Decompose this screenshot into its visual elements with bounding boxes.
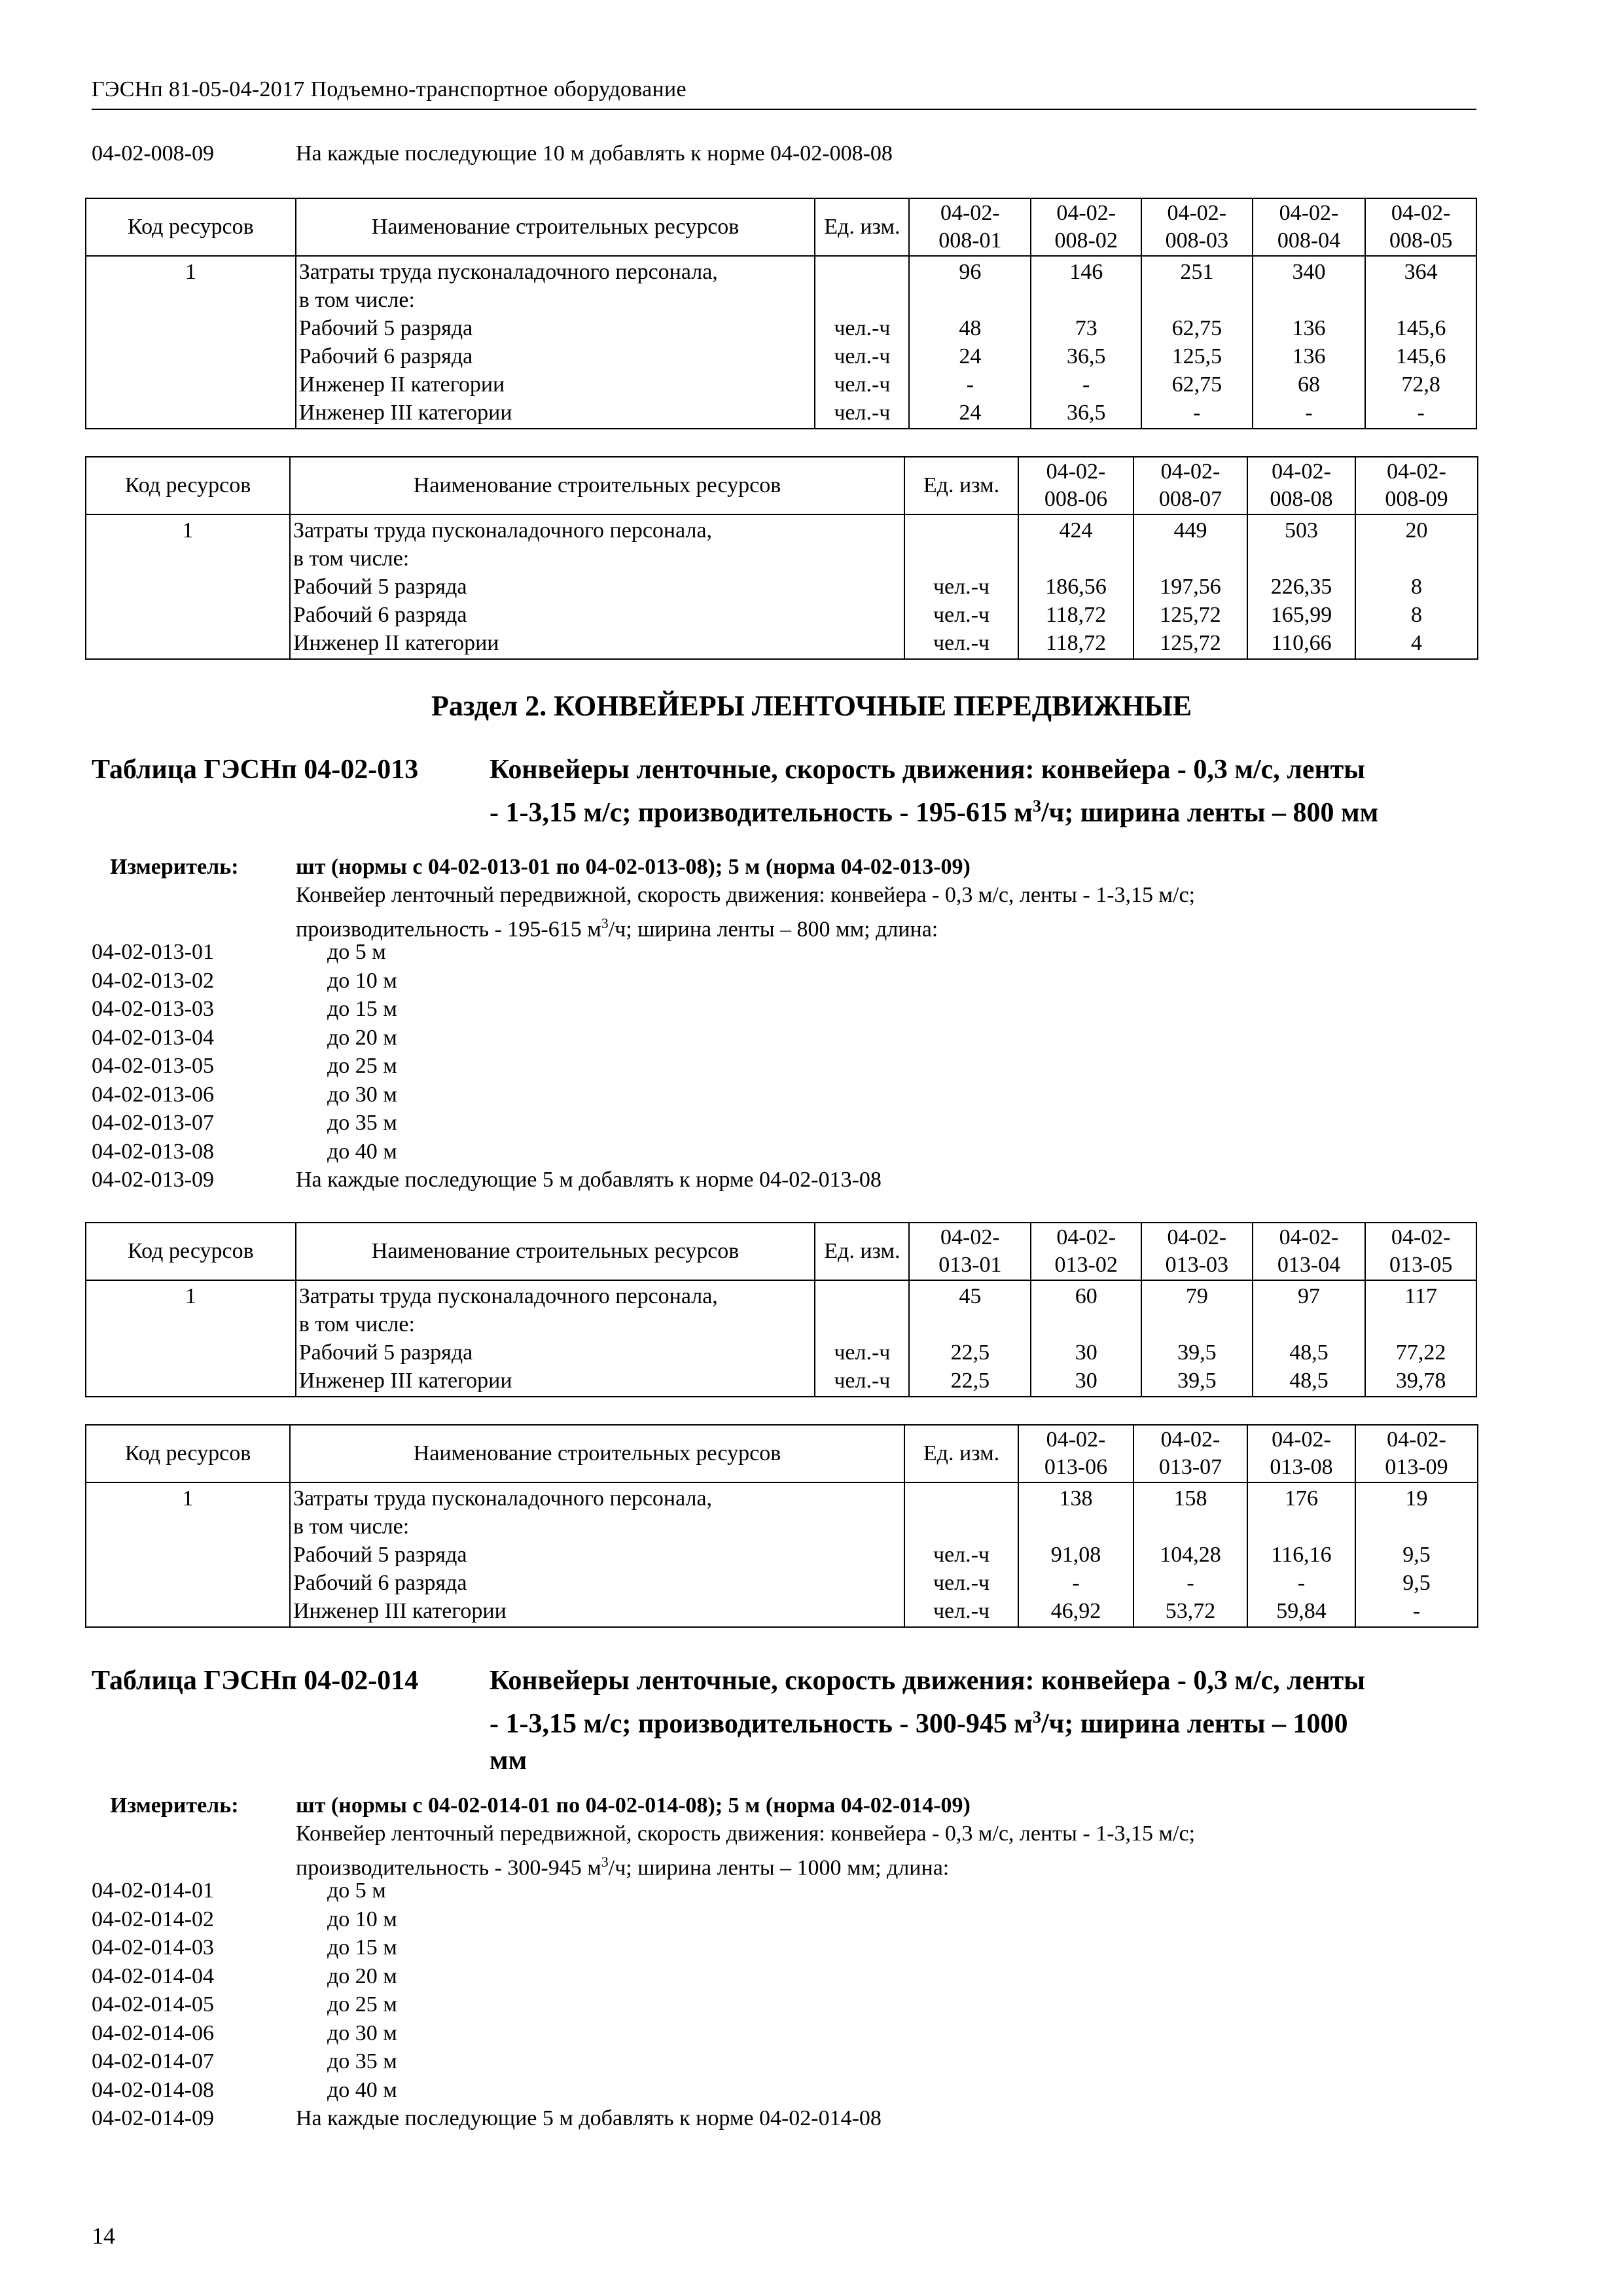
measure-label: Измеритель: [110,855,239,879]
resource-units: чел.-ч чел.-ч чел.-ч чел.-ч [815,256,909,429]
col-header-norm: 04-02- 013-09 [1355,1425,1478,1482]
col-header-unit: Ед. изм. [815,1223,909,1280]
page-number: 14 [92,2223,115,2249]
resource-names: Затраты труда пусконаладочного персонала, в том числе: Рабочий 5 разряда Инженер III категории [296,1280,815,1397]
resource-names: Затраты труда пусконаладочного персонала, в том числе: Рабочий 5 разряда Рабочий 6 разряда Инженер III категории [290,1482,904,1627]
col-header-norm: 04-02- 008-03 [1141,198,1253,256]
measure-value: шт (нормы с 04-02-013-01 по 04-02-013-08); 5 м (норма 04-02-013-09) [296,855,971,879]
resource-code: 1 [86,1280,296,1397]
norm-description: Конвейер ленточный передвижной, скорость движения: конвейера - 0,3 м/с, ленты - 1-3,15 м/с; [296,883,1196,907]
col-header-code: Код ресурсов [86,457,290,514]
resource-units: чел.-ч чел.-ч чел.-ч [904,1482,1018,1627]
norm-values: 424 186,56 118,72 118,72 [1018,514,1133,659]
col-header-unit: Ед. изм. [904,457,1018,514]
resource-code: 1 [86,514,290,659]
col-header-norm: 04-02- 013-02 [1031,1223,1141,1280]
norm-values: 364 145,6 145,6 72,8 - [1365,256,1476,429]
norm-code-list: 04-02-014-01 04-02-014-02 04-02-014-03 04-02-014-04 04-02-014-05 04-02-014-06 04-02-014-07 04-02-014-08 04-02-014-09 [92,1878,214,2130]
intro-text: На каждые последующие 10 м добавлять к норме 04-02-008-08 [296,141,893,166]
norm-description: производительность - 195-615 $м^3/ч$; ширина ленты – 800 мм; длина: [296,915,938,942]
norm-values: 97 48,5 48,5 [1253,1280,1366,1397]
col-header-norm: 04-02- 013-08 [1247,1425,1355,1482]
norm-code-list: 04-02-013-01 04-02-013-02 04-02-013-03 04-02-013-04 04-02-013-05 04-02-013-06 04-02-013-07 04-02-013-08 04-02-013-09 [92,940,214,1192]
resource-table-013-01-05 [85,1222,1477,1397]
norm-addition-text: На каждые последующие 5 м добавлять к норме 04-02-013-08 [296,1168,882,1192]
col-header-norm: 04-02- 013-01 [909,1223,1031,1280]
col-header-norm: 04-02- 008-04 [1253,198,1366,256]
header-rule [92,109,1476,110]
col-header-norm: 04-02- 013-05 [1365,1223,1476,1280]
section-title: Раздел 2. КОНВЕЙЕРЫ ЛЕНТОЧНЫЕ ПЕРЕДВИЖНЫЕ [431,690,1192,722]
col-header-code: Код ресурсов [86,1425,290,1482]
col-header-name: Наименование строительных ресурсов [290,457,904,514]
norm-values: 503 226,35 165,99 110,66 [1247,514,1355,659]
norm-addition-text: На каждые последующие 5 м добавлять к норме 04-02-014-08 [296,2106,882,2130]
col-header-norm: 04-02- 008-06 [1018,457,1133,514]
resource-table-013-06-09 [85,1424,1478,1628]
resource-names: Затраты труда пусконаладочного персонала, в том числе: Рабочий 5 разряда Рабочий 6 разряда Инженер II категории Инженер III категории [296,256,815,429]
norm-values: 158 104,28 - 53,72 [1133,1482,1247,1627]
measure-label: Измеритель: [110,1793,239,1818]
norm-values: 340 136 136 68 - [1253,256,1366,429]
norm-values: 20 8 8 4 [1355,514,1478,659]
norm-description: Конвейер ленточный передвижной, скорость движения: конвейера - 0,3 м/с, ленты - 1-3,15 м/с; [296,1821,1196,1846]
norm-values: 146 73 36,5 - 36,5 [1031,256,1141,429]
norm-values: 45 22,5 22,5 [909,1280,1031,1397]
resource-units: чел.-ч чел.-ч [815,1280,909,1397]
col-header-unit: Ед. изм. [904,1425,1018,1482]
norm-length-list: до 5 м до 10 м до 15 м до 20 м до 25 м до 30 м до 35 м до 40 м [327,940,397,1164]
resource-table-008-01-05 [85,198,1477,429]
running-header: ГЭСНп 81-05-04-2017 Подъемно-транспортное оборудование [92,77,687,101]
resource-code: 1 [86,256,296,429]
col-header-norm: 04-02- 013-03 [1141,1223,1253,1280]
col-header-name: Наименование строительных ресурсов [296,1223,815,1280]
col-header-norm: 04-02- 008-05 [1365,198,1476,256]
resource-units: чел.-ч чел.-ч чел.-ч [904,514,1018,659]
table-title: Конвейеры ленточные, скорость движения: конвейера - 0,3 м/с, ленты - 1-3,15 м/с; производительность - 195-615 $м^3/ч$; ширина ленты – 800 мм [490,755,1379,828]
measure-value: шт (нормы с 04-02-014-01 по 04-02-014-08); 5 м (норма 04-02-014-09) [296,1793,971,1818]
norm-length-list: до 5 м до 10 м до 15 м до 20 м до 25 м до 30 м до 35 м до 40 м [327,1878,397,2102]
col-header-unit: Ед. изм. [815,198,909,256]
norm-values: 176 116,16 - 59,84 [1247,1482,1355,1627]
col-header-norm: 04-02- 013-04 [1253,1223,1366,1280]
col-header-code: Код ресурсов [86,1223,296,1280]
resource-names: Затраты труда пусконаладочного персонала, в том числе: Рабочий 5 разряда Рабочий 6 разряда Инженер II категории [290,514,904,659]
norm-values: 117 77,22 39,78 [1365,1280,1476,1397]
col-header-name: Наименование строительных ресурсов [290,1425,904,1482]
norm-values: 96 48 24 - 24 [909,256,1031,429]
norm-values: 79 39,5 39,5 [1141,1280,1253,1397]
col-header-code: Код ресурсов [86,198,296,256]
col-header-norm: 04-02- 008-07 [1133,457,1247,514]
norm-values: 138 91,08 - 46,92 [1018,1482,1133,1627]
norm-values: 449 197,56 125,72 125,72 [1133,514,1247,659]
col-header-norm: 04-02- 008-08 [1247,457,1355,514]
table-label: Таблица ГЭСНп 04-02-013 [92,755,419,785]
col-header-norm: 04-02- 008-02 [1031,198,1141,256]
norm-description: производительность - 300-945 $м^3/ч$; ширина ленты – 1000 мм; длина: [296,1854,950,1880]
col-header-norm: 04-02- 008-09 [1355,457,1478,514]
intro-code: 04-02-008-09 [92,141,214,166]
table-label: Таблица ГЭСНп 04-02-014 [92,1666,419,1696]
table-title: Конвейеры ленточные, скорость движения: конвейера - 0,3 м/с, ленты - 1-3,15 м/с; производительность - 300-945 $м^3/ч$; ширина ленты – 1000 мм [490,1666,1366,1776]
col-header-name: Наименование строительных ресурсов [296,198,815,256]
col-header-norm: 04-02- 013-07 [1133,1425,1247,1482]
norm-values: 60 30 30 [1031,1280,1141,1397]
col-header-norm: 04-02- 008-01 [909,198,1031,256]
col-header-norm: 04-02- 013-06 [1018,1425,1133,1482]
resource-code: 1 [86,1482,290,1627]
norm-values: 19 9,5 9,5 - [1355,1482,1478,1627]
norm-values: 251 62,75 125,5 62,75 - [1141,256,1253,429]
resource-table-008-06-09 [85,456,1478,660]
